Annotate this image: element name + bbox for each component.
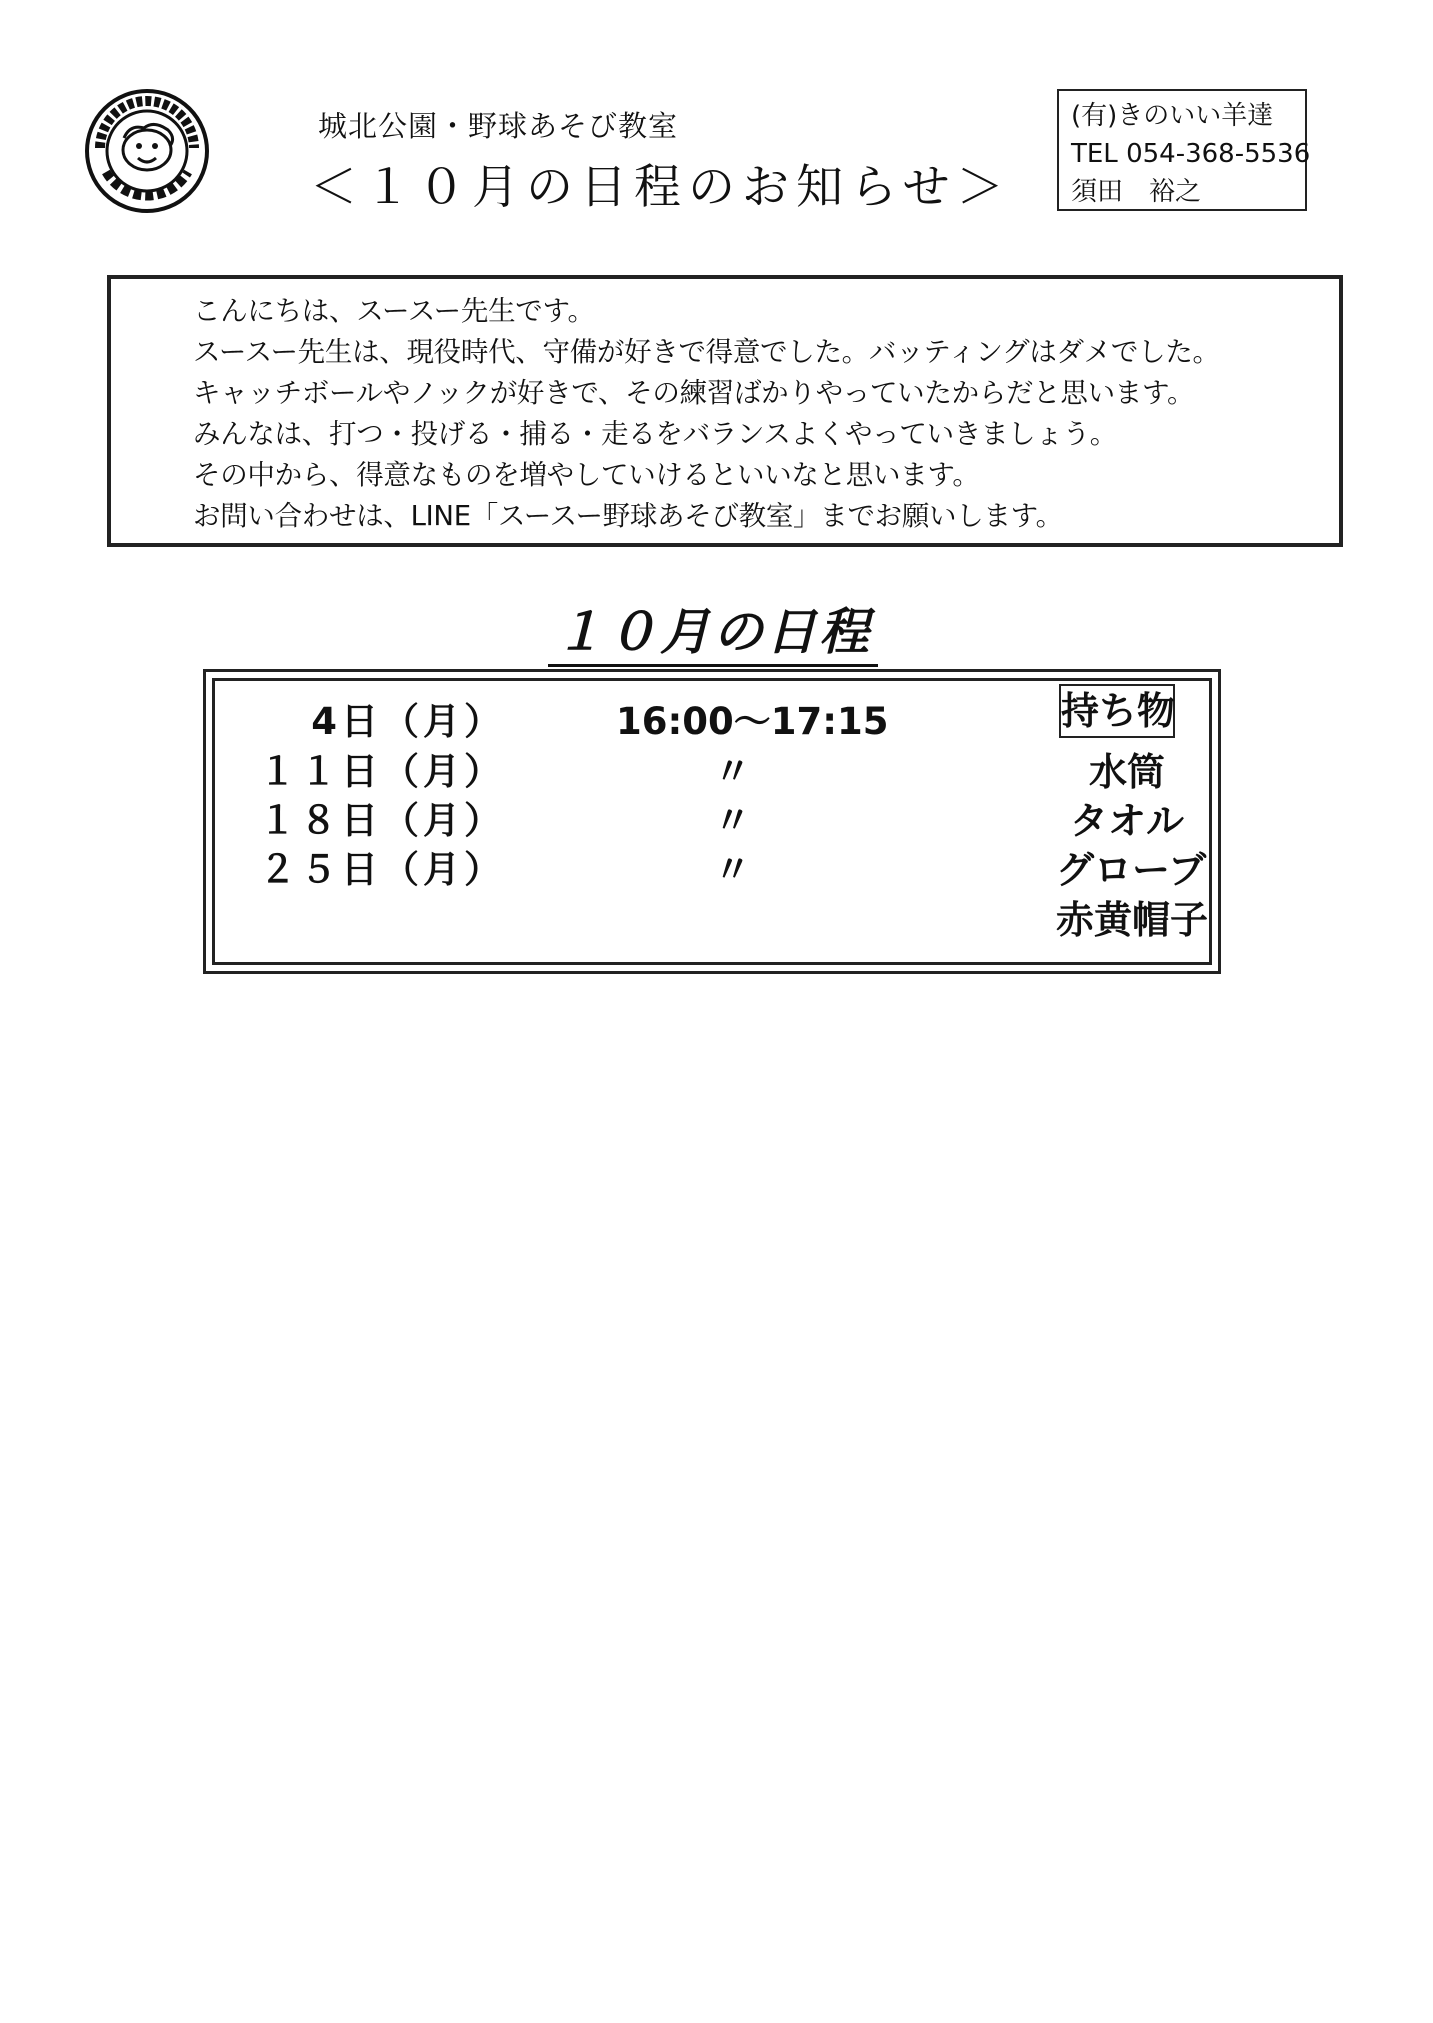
items-label: 持ち物 (1059, 684, 1175, 738)
schedule-date: １１日（月） (259, 750, 505, 793)
intro-line: お問い合わせは、LINE「スースー野球あそび教室」までお願いします。 (193, 500, 1063, 532)
schedule-heading: １０月の日程 (548, 600, 878, 667)
schedule-box (203, 669, 1221, 974)
intro-line: みんなは、打つ・投げる・捕る・走るをバランスよくやっていきましょう。 (193, 418, 1117, 450)
schedule-time: 〃 (714, 750, 751, 793)
intro-line: スースー先生は、現役時代、守備が好きで得意でした。バッティングはダメでした。 (193, 336, 1220, 368)
company-name: (有)きのいい羊達 (1071, 101, 1274, 131)
schedule-date: １８日（月） (259, 799, 505, 842)
page-title: ＜１０月の日程のお知らせ＞ (310, 160, 1011, 215)
item: 水筒 (1088, 750, 1165, 794)
intro-message-box (107, 275, 1343, 547)
item: 赤黄帽子 (1056, 898, 1209, 942)
contact-box (1057, 89, 1311, 211)
phone-line (1071, 135, 1311, 173)
sheep-logo-icon (84, 88, 210, 214)
contact-person: 須田 裕之 (1071, 177, 1202, 207)
schedule-date: 4日（月） (311, 700, 505, 743)
item: グローブ (1056, 848, 1207, 892)
schedule-date: ２５日（月） (259, 848, 505, 891)
item: タオル (1069, 799, 1184, 843)
schedule-time: 16:00～17:15 (616, 700, 889, 743)
tel-label: TEL (1071, 139, 1118, 169)
logo (84, 88, 210, 214)
schedule-time: 〃 (714, 848, 751, 891)
phone-number: 054-368-5536 (1126, 139, 1311, 169)
intro-line: キャッチボールやノックが好きで、その練習ばかりやっていたからだと思います。 (193, 377, 1195, 409)
schedule-time: 〃 (714, 799, 751, 842)
intro-line: こんにちは、スースー先生です。 (193, 295, 595, 327)
page-subtitle: 城北公園・野球あそび教室 (318, 109, 679, 143)
intro-line: その中から、得意なものを増やしていけるといいなと思います。 (193, 459, 980, 491)
